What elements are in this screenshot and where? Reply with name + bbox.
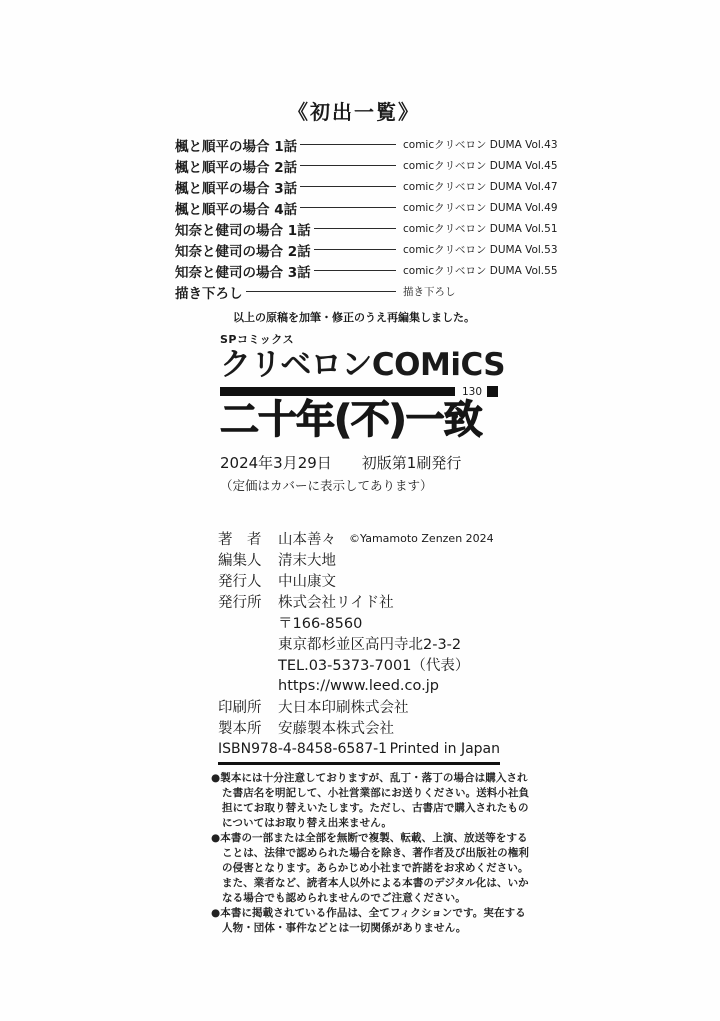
publisher-address: 東京都杉並区高円寺北2-3-2: [278, 637, 462, 653]
credit-label: 製本所: [218, 721, 262, 737]
postal-code: 〒166-8560: [278, 616, 363, 632]
list-item: [175, 260, 558, 281]
edition-line: 2024年3月29日 初版第1刷発行: [220, 454, 462, 472]
notice-line: ことは、法律で認められた場合を除き、著作者及び出版社の権利: [222, 847, 529, 859]
leader-line: [300, 207, 396, 209]
first-publication-rows: [175, 134, 558, 302]
episode-source: comicクリベロン DUMA Vol.47: [403, 181, 558, 193]
episode-source: comicクリベロン DUMA Vol.51: [403, 223, 558, 235]
episode-label: 楓と順平の場合 4話: [175, 201, 298, 218]
legal-notices-section: [211, 771, 530, 936]
episode-label: 知奈と健司の場合 1話: [175, 222, 311, 239]
list-item: [175, 281, 533, 302]
credit-value: 山本善々: [278, 532, 336, 548]
notice-line: ●製本には十分注意しておりますが、乱丁・落丁の場合は購入され: [211, 772, 528, 784]
credit-row: [218, 654, 500, 675]
episode-label: 知奈と健司の場合 2話: [175, 243, 311, 260]
list-item: [175, 218, 558, 239]
credit-row: [218, 591, 500, 612]
list-item: [175, 239, 558, 260]
notice-line: また、業者など、読者本人以外による本書のデジタル化は、いか: [222, 877, 529, 889]
episode-source: comicクリベロン DUMA Vol.45: [403, 160, 558, 172]
credit-label: 発行人: [218, 574, 262, 590]
notice-line: 人物・団体・事件などとは一切関係がありません。: [222, 922, 467, 934]
episode-label: 描き下ろし: [175, 285, 243, 302]
publisher-phone: TEL.03-5373-7001（代表）: [278, 658, 470, 674]
episode-label: 楓と順平の場合 3話: [175, 180, 298, 197]
credit-row: [218, 528, 500, 549]
list-item: [175, 134, 558, 155]
printed-in-japan: Printed in Japan: [389, 740, 500, 757]
credit-row: [218, 549, 500, 570]
notice-line: なる場合でも認められませんのでご注意ください。: [222, 892, 466, 904]
episode-source: comicクリベロン DUMA Vol.53: [403, 244, 558, 256]
credit-row: [218, 612, 500, 633]
episode-source: 描き下ろし: [403, 286, 456, 298]
notice-line: 担にてお取り替えいたします。ただし、古書店で購入されたもの: [222, 802, 529, 814]
credit-row: [218, 696, 500, 717]
episode-source: comicクリベロン DUMA Vol.43: [403, 139, 558, 151]
series-number-bar: [220, 386, 498, 397]
leader-line: [314, 270, 396, 272]
leader-line: [300, 165, 396, 167]
episode-label: 知奈と健司の場合 3話: [175, 264, 311, 281]
copyright-text: ©Yamamoto Zenzen 2024: [349, 532, 494, 545]
credit-row: [218, 570, 500, 591]
notice-line: ●本書の一部または全部を無断で複製、転載、上演、放送等をする: [211, 832, 528, 844]
series-logo: クリベロンCOMiCS: [220, 347, 506, 383]
episode-source: comicクリベロン DUMA Vol.55: [403, 265, 558, 277]
notice-line: た書店名を明記して、小社営業部にお送りください。送料小社負: [222, 787, 530, 799]
credits-section: [218, 528, 500, 765]
credit-value: 中山康文: [278, 574, 336, 590]
notice-fiction: [211, 906, 526, 936]
leader-line: [314, 228, 396, 230]
book-title: 二十年(不)一致: [220, 398, 482, 443]
series-small-label: SPコミックス: [220, 333, 295, 346]
first-publication-section: [175, 96, 558, 325]
isbn-number: ISBN978-4-8458-6587-1: [218, 740, 388, 757]
credit-label: 著 者: [218, 532, 262, 548]
credit-label: 発行所: [218, 595, 262, 611]
reedit-note: 以上の原稿を加筆・修正のうえ再編集しました。: [233, 311, 475, 324]
episode-label: 楓と順平の場合 1話: [175, 138, 298, 155]
credit-label: 編集人: [218, 553, 262, 569]
leader-line: [314, 249, 396, 251]
black-square-icon: [487, 386, 498, 397]
credit-value: 安藤製本株式会社: [278, 721, 394, 737]
first-publication-title: 《初出一覧》: [288, 100, 420, 124]
imprint-section: [220, 331, 506, 494]
price-note: （定価はカバーに表示してあります）: [220, 478, 433, 493]
credit-row: [218, 675, 500, 696]
black-bar: [220, 387, 455, 396]
list-item: [175, 155, 558, 176]
notice-copyright: [211, 831, 529, 906]
leader-line: [300, 186, 396, 188]
notice-line: についてはお取り替え出来ません。: [222, 817, 393, 829]
notice-line: の侵害となります。あらかじめ小社まで許諾をお求めください。: [222, 862, 529, 874]
credit-value: 清末大地: [278, 553, 336, 569]
series-number: 130: [461, 385, 482, 398]
credit-row: [218, 633, 500, 654]
credit-row: [218, 717, 500, 738]
notice-returns: [211, 771, 530, 831]
divider-rule: [218, 762, 500, 765]
credit-label: 印刷所: [218, 700, 262, 716]
credit-value: 大日本印刷株式会社: [278, 700, 409, 716]
isbn-row: [218, 738, 500, 759]
list-item: [175, 176, 558, 197]
episode-label: 楓と順平の場合 2話: [175, 159, 298, 176]
credit-value: 株式会社リイド社: [278, 595, 394, 611]
publisher-url: https://www.leed.co.jp: [278, 677, 439, 694]
leader-line: [246, 291, 397, 293]
list-item: [175, 197, 558, 218]
episode-source: comicクリベロン DUMA Vol.49: [403, 202, 558, 214]
leader-line: [300, 144, 396, 146]
notice-line: ●本書に掲載されている作品は、全てフィクションです。実在する: [211, 907, 526, 919]
